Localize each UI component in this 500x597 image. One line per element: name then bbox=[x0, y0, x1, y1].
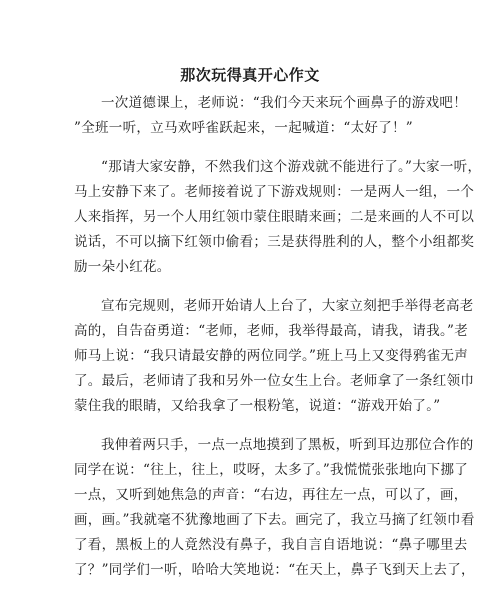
text-line: “那请大家安静，不然我们这个游戏就不能进行了。”大家一听， bbox=[101, 159, 482, 175]
paragraph-4 bbox=[74, 433, 475, 583]
article-body bbox=[74, 91, 482, 597]
text-line: 画，画。”我就毫不犹豫地画了下去。画完了，我立马摘了红领巾看 bbox=[74, 512, 475, 528]
text-line: 励一朵小红花。 bbox=[74, 259, 171, 275]
text-line: 人来指挥，另一个人用红领巾蒙住眼睛来画；二是来画的人不可以 bbox=[74, 209, 475, 225]
text-line: 蒙住我的眼睛，又给我拿了一根粉笔，说道：“游戏开始了。” bbox=[74, 398, 441, 414]
text-line: 师马上说：“我只请最安静的两位同学。”班上马上又变得鸦雀无声 bbox=[74, 348, 469, 364]
text-line: 宣布完规则，老师开始请人上台了，大家立刻把手举得老高老 bbox=[101, 298, 474, 314]
text-line: 同学在说：“往上，往上，哎呀，太多了。”我慌慌张张地向下挪了 bbox=[74, 462, 469, 478]
text-line: 一次道德课上，老师说：“我们今天来玩个画鼻子的游戏吧！ bbox=[101, 95, 468, 111]
text-line: 了。最后，老师请了我和另外一位女生上台。老师拿了一条红领巾 bbox=[74, 373, 475, 389]
text-line: 高的，自告奋勇道：“老师，老师，我举得最高，请我，请我。”老 bbox=[74, 323, 469, 339]
paragraph-2 bbox=[74, 155, 482, 280]
page-title: 那次玩得真开心作文 bbox=[180, 66, 320, 84]
text-line: 了？”同学们一听，哈哈大笑地说：“在天上，鼻子飞到天上去了， bbox=[74, 562, 475, 578]
text-line: 马上安静下来了。老师接着说了下游戏规则：一是两人一组，一个 bbox=[74, 184, 475, 200]
paragraph-3 bbox=[74, 294, 475, 419]
text-line: ”全班一听，立马欢呼雀跃起来，一起喊道：“太好了！” bbox=[74, 120, 414, 136]
text-line: 了看，黑板上的人竟然没有鼻子，我自言自语地说：“鼻子哪里去 bbox=[74, 537, 468, 553]
text-line: 说话，不可以摘下红领巾偷看；三是获得胜利的人，整个小组都奖 bbox=[74, 234, 475, 250]
paragraph-1 bbox=[74, 91, 468, 141]
text-line: 一点，又听到她焦急的声音：“右边，再往左一点，可以了，画， bbox=[74, 487, 468, 503]
text-line: 我伸着两只手，一点一点地摸到了黑板，听到耳边那位合作的 bbox=[101, 437, 474, 453]
